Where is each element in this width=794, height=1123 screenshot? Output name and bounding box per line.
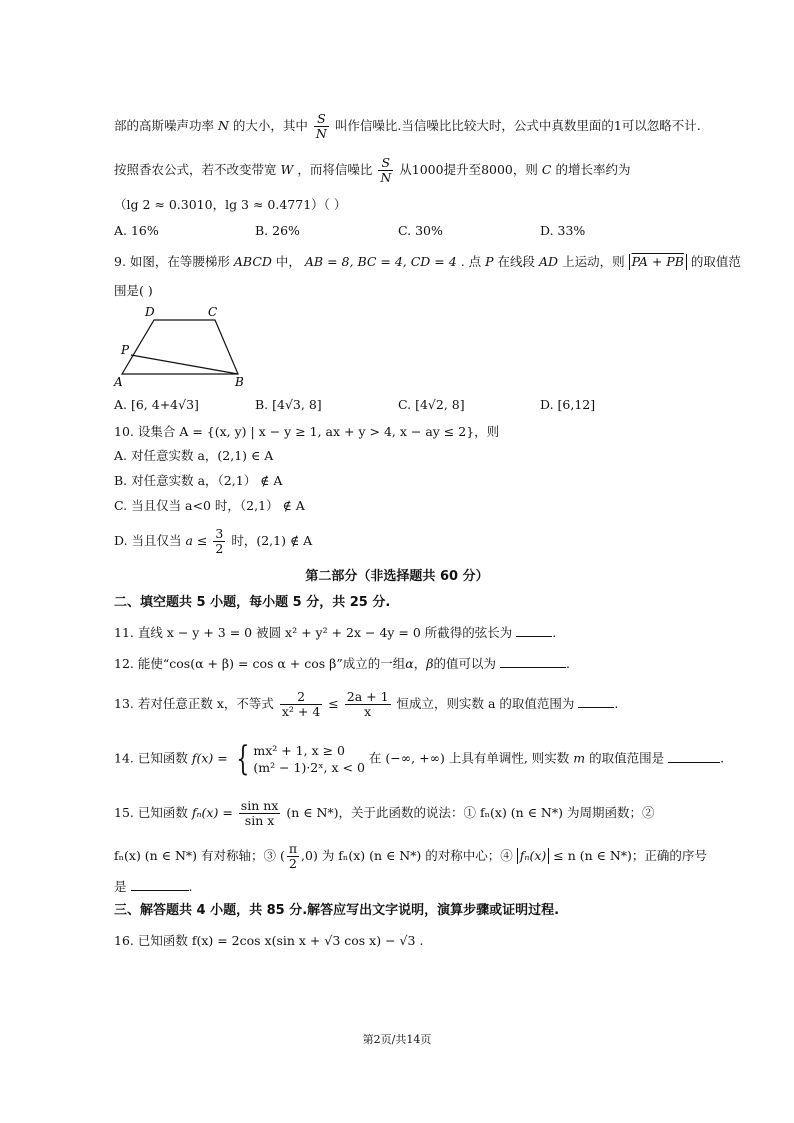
q9-option-d[interactable]: D. [6,12] <box>540 397 596 412</box>
q15-text: (n ∈ N*)，关于此函数的说法：① fₙ(x) (n ∈ N*) 为周期函数；② <box>286 805 655 820</box>
q9-text: . 点 <box>460 254 482 269</box>
section2-heading: 二、填空题共 5 小题，每小题 5 分，共 25 分. <box>114 595 391 610</box>
q8-line2 <box>114 156 694 185</box>
label-a: A <box>114 375 123 389</box>
q9-math: AD <box>539 254 559 269</box>
q10-option-c[interactable]: C. 当且仅当 a<0 时，（2,1） ∉ A <box>114 498 305 513</box>
var-c: C <box>541 162 552 177</box>
q12-math: β <box>426 656 434 671</box>
section3-heading: 三、解答题共 4 小题，共 85 分.解答应写出文字说明，演算步骤或证明过程. <box>114 903 560 918</box>
q8-text: 部的高斯噪声功率 <box>114 118 215 133</box>
q15-line2 <box>114 841 707 871</box>
piecewise-brace: { <box>236 739 250 779</box>
q8-text: 按照香农公式，若不改变带宽 <box>114 162 277 177</box>
q11: 11. 直线 x − y + 3 = 0 被圆 x² + y² + 2x − 4y = 0 所截得的弦长为 . <box>114 625 557 640</box>
q15-line1 <box>114 799 694 828</box>
var-n: N <box>218 118 229 133</box>
q14-answer-blank[interactable] <box>668 749 720 763</box>
q8-option-a[interactable]: A. 16% <box>114 223 159 238</box>
q9-line1 <box>114 253 741 271</box>
vector-sum-abs: PA + PB <box>629 254 687 270</box>
q13-math: ≤ <box>328 696 339 711</box>
q14-text: 在 (−∞, +∞) 上具有单调性, 则实数 <box>368 750 570 766</box>
q14-math: f(x) = <box>191 750 228 766</box>
q9-text: 上运动，则 <box>562 254 625 269</box>
q9-text: 9. 如图，在等腰梯形 <box>114 254 230 269</box>
q15-text: ,0) 为 fₙ(x) (n ∈ N*) 的对称中心；④ <box>301 848 513 863</box>
label-c: C <box>208 305 218 319</box>
q8-option-c[interactable]: C. 30% <box>398 223 443 238</box>
label-b: B <box>235 375 244 389</box>
q10-text: 时，(2,1) ∉ A <box>231 533 313 548</box>
q8-text: ，而将信噪比 <box>297 162 373 177</box>
q12-text: ”成立的一组 <box>336 656 406 671</box>
q10-option-d[interactable] <box>114 527 694 556</box>
q8-text: 叫作信噪比.当信噪比比较大时，公式中真数里面的1可以忽略不计. <box>334 118 701 133</box>
q15-fraction: $\frac{\text{sin nx}}{\text{sin x}}$ <box>240 798 279 828</box>
q8-option-b[interactable]: B. 26% <box>255 223 300 238</box>
q8-line3: （lg 2 ≈ 0.3010，lg 3 ≈ 0.4771）（ ） <box>114 197 347 212</box>
q13-text: 恒成立，则实数 a 的取值范围为 <box>396 696 575 711</box>
signal-noise-fraction: $\frac{S}{N}$ <box>380 155 392 185</box>
q14-math: m <box>573 750 586 766</box>
q14-text: 的取值范围是 <box>589 750 665 766</box>
trapezoid-figure <box>112 302 252 390</box>
q13: 13. 若对任意正数 x，不等式 $\frac{2}{\text{x² + 4}}$ ≤ $\frac{2a + 1}{x}$ 恒成立，则实数 a 的取值范围为 . <box>114 689 619 719</box>
q9-math: P <box>485 254 494 269</box>
q11-answer-blank[interactable] <box>516 623 552 637</box>
q10-text: D. 当且仅当 <box>114 533 182 548</box>
q15-text: fₙ(x) (n ∈ N*) 有对称轴；③ ( <box>114 848 285 863</box>
pi-half-fraction: $\frac{\pi}{2}$ <box>288 841 298 871</box>
q8-text: 从1000提升至8000，则 <box>399 162 538 177</box>
abs-fn: fₙ(x) <box>517 848 550 864</box>
q15-text: 是 <box>114 879 127 894</box>
q12-math: cos(α + β) = cos α + cos β <box>169 656 337 671</box>
q12-math: α <box>405 656 414 671</box>
q9-text: 在线段 <box>497 254 536 269</box>
q12-text: ， <box>413 656 427 671</box>
q15-text: 15. 已知函数 <box>114 805 188 820</box>
q8-text: 的增长率约为 <box>555 162 631 177</box>
q12-text: 12. 能使“ <box>114 656 170 671</box>
part2-title: 第二部分（非选择题共 60 分） <box>305 569 489 584</box>
segment-pb <box>131 355 238 374</box>
label-p: P <box>121 343 130 357</box>
piecewise-cases: mx² + 1, x ≥ 0 (m² − 1)·2ˣ, x < 0 <box>253 743 365 775</box>
q14: 14. 已知函数 f(x) = { mx² + 1, x ≥ 0 (m² − 1)·2ˣ, x < 0 在 (−∞, +∞) 上具有单调性, 则实数 m 的取值范围是 . <box>114 739 725 779</box>
q9-line2: 围是( ) <box>114 283 153 298</box>
q10-option-b[interactable]: B. 对任意实数 a，（2,1） ∉ A <box>114 473 283 488</box>
q16: 16. 已知函数 f(x) = 2cos x(sin x + √3 cos x) − √3 . <box>114 933 424 948</box>
q10-stem: 10. 设集合 A = {(x, y) | x − y ≥ 1, ax + y > 4, x − ay ≤ 2}，则 <box>114 424 500 439</box>
trapezoid-shape <box>122 320 238 374</box>
q9-math: ABCD <box>233 254 272 269</box>
q11-text: 11. 直线 x − y + 3 = 0 被圆 x² + y² + 2x − 4y = 0 所截得的弦长为 <box>114 625 513 640</box>
q8-line1 <box>114 111 701 141</box>
q13-fraction-left: $\frac{2}{\text{x² + 4}}$ <box>281 689 321 719</box>
q13-answer-blank[interactable] <box>578 694 614 708</box>
label-d: D <box>145 305 155 319</box>
q9-math: AB = 8, BC = 4, CD = 4 <box>304 254 457 269</box>
q12: 12. 能使“cos(α + β) = cos α + cos β”成立的一组α，β的值可以为 . <box>114 656 570 671</box>
q12-answer-blank[interactable] <box>500 654 566 668</box>
q13-fraction-right: $\frac{2a + 1}{x}$ <box>346 689 389 719</box>
q9-option-b[interactable]: B. [4√3, 8] <box>255 397 322 412</box>
q15-math: fₙ(x) = <box>191 805 233 820</box>
q15-answer-blank[interactable] <box>131 877 189 891</box>
q9-text: 的取值范 <box>690 254 741 269</box>
q9-text: 中， <box>275 254 301 269</box>
q8-option-d[interactable]: D. 33% <box>540 223 586 238</box>
page-footer: 第2页/共14页 <box>362 1033 432 1046</box>
q9-option-a[interactable]: A. [6, 4+4√3] <box>114 397 199 412</box>
q14-text: 14. 已知函数 <box>114 750 188 766</box>
q8-text: 的大小，其中 <box>232 118 308 133</box>
q10-option-a[interactable]: A. 对任意实数 a，(2,1) ∈ A <box>114 448 274 463</box>
q15-text: ≤ n (n ∈ N*)；正确的序号 <box>553 848 707 863</box>
signal-noise-fraction: $\frac{S}{N}$ <box>315 111 327 141</box>
q12-text: 的值可以为 <box>433 656 496 671</box>
var-w: W <box>280 162 294 177</box>
q13-text: 13. 若对任意正数 x，不等式 <box>114 696 274 711</box>
q10-math: a ≤ <box>185 533 208 548</box>
q15-line3: 是 . <box>114 879 193 894</box>
q9-option-c[interactable]: C. [4√2, 8] <box>398 397 465 412</box>
three-halves-fraction: $\frac{3}{2}$ <box>215 526 224 556</box>
